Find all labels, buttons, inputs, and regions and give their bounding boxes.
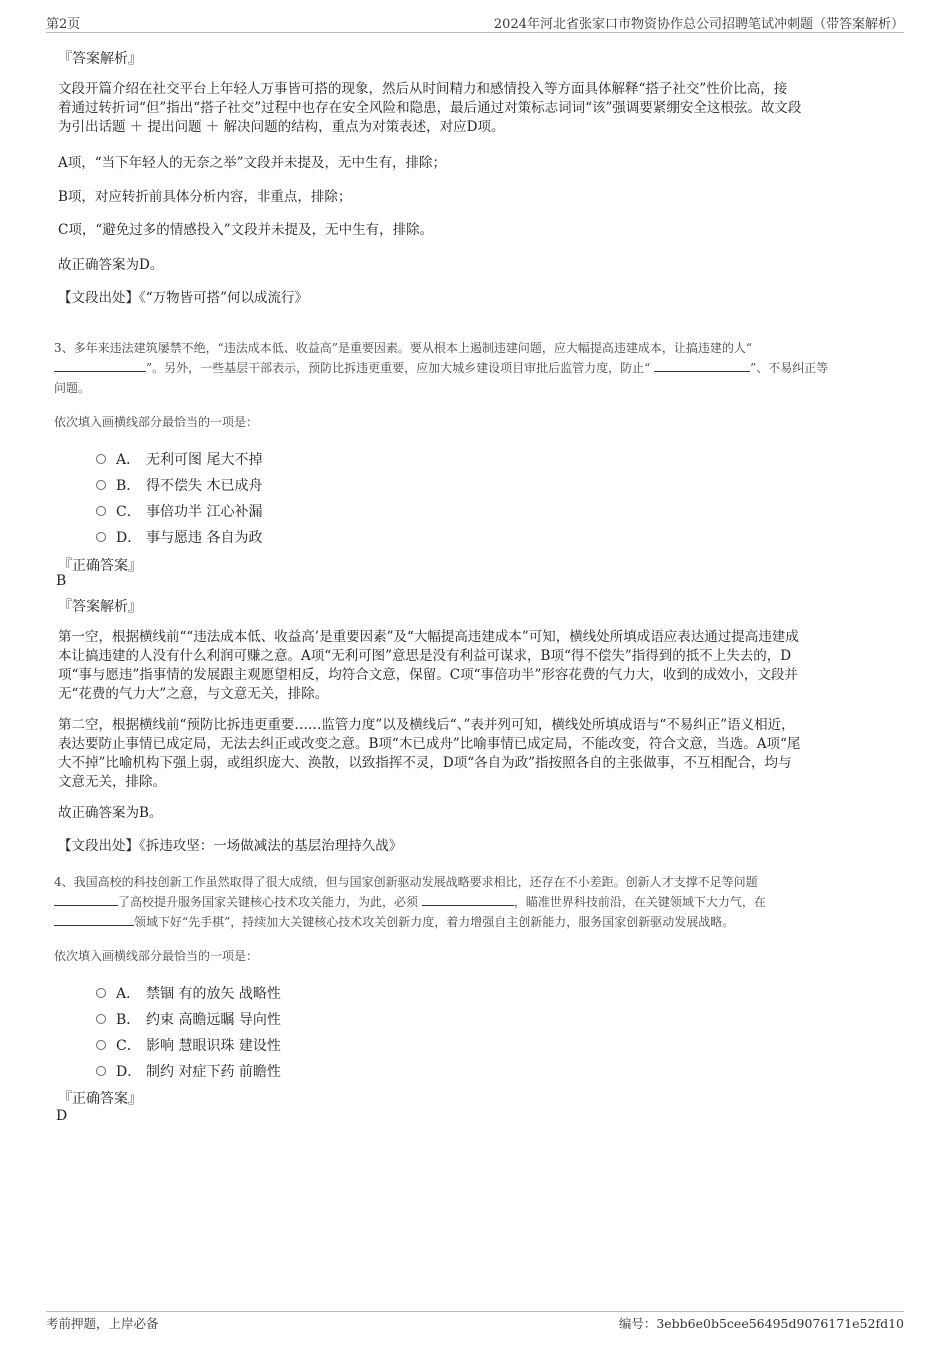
footer-slogan: 考前押题，上岸必备	[46, 1316, 159, 1331]
radio-icon[interactable]	[96, 532, 106, 542]
analysis-heading: 『答案解析』	[58, 51, 142, 67]
question-line: 领域下好“先手棋”，持续加大关键核心技术攻关创新力度，着力增强自主创新能力，服务国家创新驱动发展战略。	[54, 912, 914, 932]
question-4-stem	[54, 872, 914, 932]
document-title: 2024年河北省张家口市物资协作总公司招聘笔试冲刺题（带答案解析）	[493, 17, 904, 32]
page-number: 第2页	[46, 17, 81, 32]
analysis-line: 为引出话题 ＋ 提出问题 ＋ 解决问题的结构，重点为对策表述，对应D项。	[58, 119, 505, 135]
option-d[interactable]: D． 事与愿违 各自为政	[96, 527, 262, 547]
analysis-line: 无“花费的气力大”之意，与文意无关，排除。	[58, 686, 329, 702]
option-b[interactable]: B． 得不偿失 木已成舟	[96, 475, 262, 495]
option-a[interactable]: A． 无利可图 尾大不掉	[96, 449, 262, 469]
analysis-heading: 『答案解析』	[58, 599, 142, 615]
analysis-line: 文意无关，排除。	[58, 774, 166, 790]
analysis-line: 大不掉”比喻机构下强上弱，或组织庞大、涣散，以致指挥不灵，D项“各自为政”指按照各自的主张做事，不互相配合，均与	[58, 755, 792, 771]
answer-blank[interactable]	[54, 893, 118, 906]
option-a[interactable]: A． 禁锢 有的放矢 战略性	[96, 983, 281, 1003]
question-line: 3、多年来违法建筑屡禁不绝，“违法成本低、收益高”是重要因素。要从根本上遏制违建问题，应大幅提高违建成本，让搞违建的人“	[54, 341, 753, 355]
question-prompt: 依次填入画横线部分最恰当的一项是：	[54, 949, 259, 963]
analysis-line: 第二空，根据横线前“预防比拆违更重要……监管力度”以及横线后“、”表并列可知，横线处所填成语与“不易纠正”语义相近，	[58, 717, 795, 733]
option-c[interactable]: C． 事倍功半 江心补漏	[96, 501, 262, 521]
analysis-line: 文段开篇介绍在社交平台上年轻人万事皆可搭的现象，然后从时间精力和感情投入等方面具体解释“搭子社交”性价比高，接	[58, 81, 788, 97]
analysis-conclusion: 故正确答案为B。	[58, 805, 163, 821]
answer-blank[interactable]	[54, 913, 134, 926]
radio-icon[interactable]	[96, 1014, 106, 1024]
question-line: 4、我国高校的科技创新工作虽然取得了很大成绩，但与国家创新驱动发展战略要求相比，还存在不小差距。创新人才支撑不足等问题	[54, 875, 758, 889]
analysis-conclusion: 故正确答案为D。	[58, 257, 164, 273]
answer-blank[interactable]	[654, 359, 750, 372]
header-rule	[46, 32, 904, 33]
radio-icon[interactable]	[96, 1066, 106, 1076]
analysis-line: 着通过转折词“但”指出“搭子社交”过程中也存在安全风险和隐患，最后通过对策标志词词“该”强调要紧绷安全这根弦。故文段	[58, 100, 802, 116]
question-prompt: 依次填入画横线部分最恰当的一项是：	[54, 415, 259, 429]
analysis-line: 本让搞违建的人没有什么利润可赚之意。A项“无利可图”意思是没有利益可谋求，B项“得不偿失”指得到的抵不上失去的，D	[58, 648, 792, 664]
analysis-item-b: B项，对应转折前具体分析内容，非重点，排除；	[58, 189, 352, 205]
footer-rule	[46, 1311, 904, 1312]
document-id: 编号：3ebb6e0b5cee56495d9076171e52fd10	[618, 1316, 904, 1331]
analysis-line: 第一空，根据横线前““违法成本低、收益高’是重要因素”及“大幅提高违建成本”可知，横线处所填成语应表达通过提高违建成	[58, 629, 799, 645]
question-line: 了高校提升服务国家关键核心技术攻关能力，为此，必须 ，瞄准世界科技前沿，在关键领域下大力气，在	[54, 892, 914, 912]
answer-blank[interactable]	[422, 893, 514, 906]
radio-icon[interactable]	[96, 454, 106, 464]
analysis-paragraph-2	[58, 716, 898, 792]
analysis-item-a: A项，“当下年轻人的无奈之举”文段并未提及，无中生有，排除；	[58, 155, 447, 171]
source-citation: 【文段出处】《拆违攻坚：一场做减法的基层治理持久战》	[58, 838, 403, 854]
correct-answer-heading: 『正确答案』	[58, 558, 142, 574]
radio-icon[interactable]	[96, 988, 106, 998]
analysis-line: 表达要防止事情已成定局，无法去纠正或改变之意。B项“木已成舟”比喻事情已成定局，不能改变，符合文意，当选。A项“尾	[58, 736, 801, 752]
option-b[interactable]: B． 约束 高瞻远瞩 导向性	[96, 1009, 281, 1029]
question-line: ”。另外，一些基层干部表示，预防比拆违更重要，应加大城乡建设项目审批后监管力度，防止“ ”、不易纠正等	[54, 358, 914, 378]
radio-icon[interactable]	[96, 1040, 106, 1050]
correct-answer-heading: 『正确答案』	[58, 1091, 142, 1107]
analysis-item-c: C项，“避免过多的情感投入”文段并未提及，无中生有，排除。	[58, 222, 434, 238]
correct-answer: B	[56, 573, 67, 589]
correct-answer: D	[56, 1108, 68, 1124]
analysis-paragraph-1	[58, 628, 898, 704]
analysis-paragraph	[58, 80, 898, 137]
question-line: 问题。	[54, 381, 91, 395]
option-c[interactable]: C． 影响 慧眼识珠 建设性	[96, 1035, 281, 1055]
answer-blank[interactable]	[54, 359, 146, 372]
radio-icon[interactable]	[96, 480, 106, 490]
radio-icon[interactable]	[96, 506, 106, 516]
option-d[interactable]: D． 制约 对症下药 前瞻性	[96, 1061, 281, 1081]
question-3-stem	[54, 338, 914, 398]
analysis-line: 项“事与愿违”指事情的发展跟主观愿望相反，均符合文意，保留。C项“事倍功半”形容花费的气力大，收到的成效小，文段并	[58, 667, 798, 683]
source-citation: 【文段出处】《“万物皆可搭”何以成流行》	[58, 290, 309, 306]
